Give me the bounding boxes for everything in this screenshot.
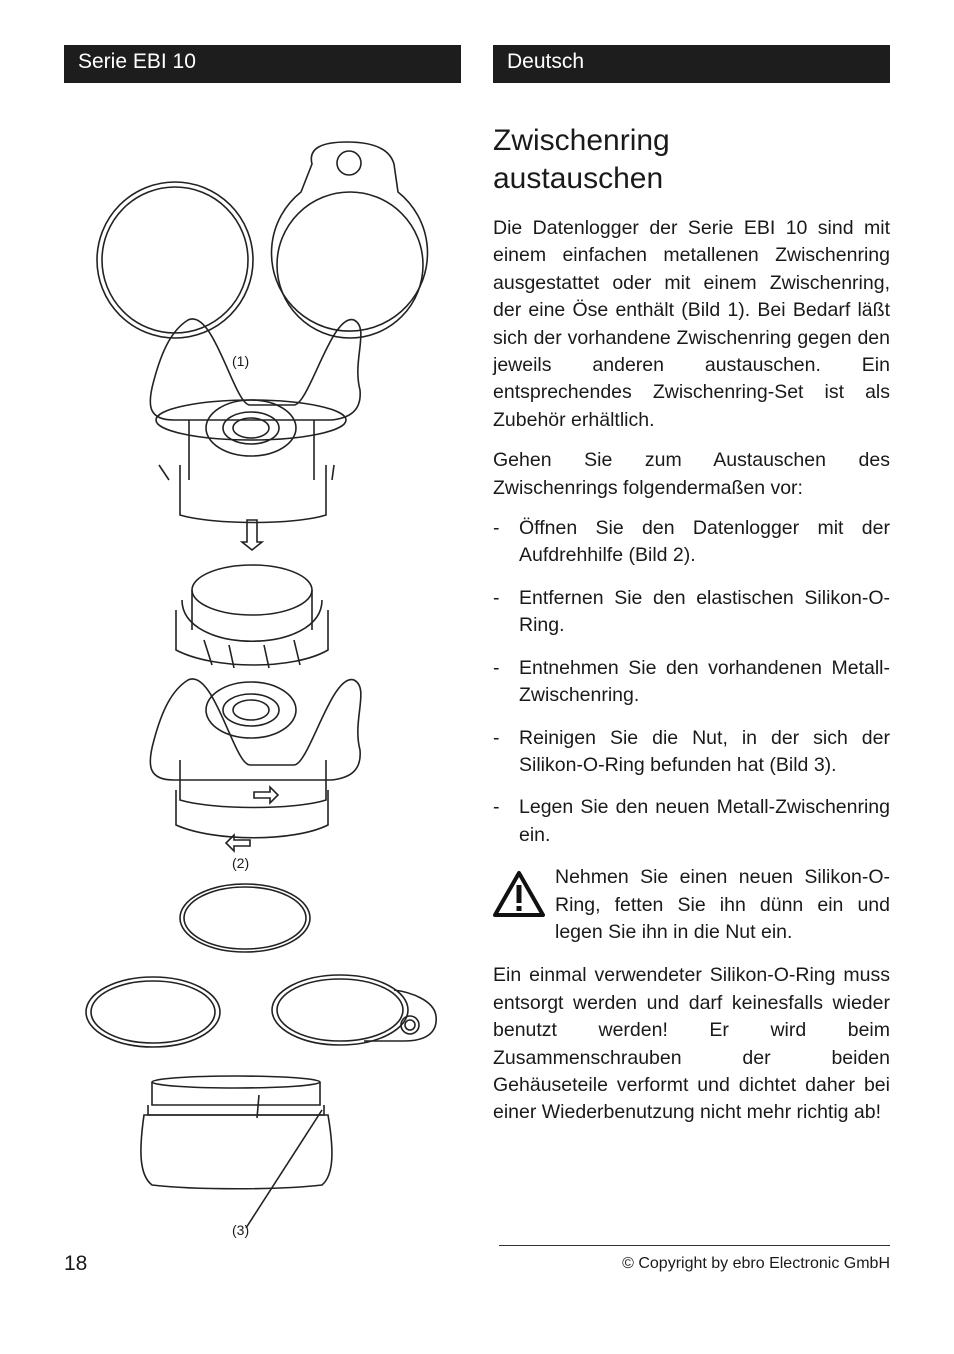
bullet-dash: - [493, 656, 500, 679]
step-item [493, 515, 890, 570]
intro-paragraph: Die Datenlogger der Serie EBI 10 sind mit einem einfachen metallenen Zwischenring ausgestattet oder mit einem Zwischenring, der eine Öse enthält (Bild 1). Bei Bedarf läßt sich der vorhandene Zwischenring gegen den jeweils anderen austauschen. Ein entsprechendes Zwischenring-Set ist als Zubehör erhältlich. [493, 217, 890, 431]
copyright-notice: © Copyright by ebro Electronic GmbH [622, 1255, 890, 1272]
step-text: Öffnen Sie den Datenlogger mit der Aufdrehhilfe (Bild 2). [519, 517, 890, 567]
header-left-bar [64, 45, 461, 83]
eyelet-intermediate-ring-illustration [272, 142, 428, 338]
upper-housing-illustration [150, 319, 361, 523]
title-line-2: austauschen [493, 162, 664, 195]
step-text: Legen Sie den neuen Metall-Zwischenring ein. [519, 796, 890, 846]
header-series-title: Serie EBI 10 [78, 50, 196, 73]
o-ring-illustration [180, 884, 310, 952]
illustrations [64, 120, 464, 1250]
assembled-unit-illustration [150, 679, 361, 851]
figure-1-label: (1) [232, 353, 250, 369]
eyelet-ring-side-illustration [272, 975, 436, 1045]
page-number: 18 [64, 1252, 88, 1275]
arrow-down-illustration [242, 520, 262, 550]
step-item [493, 794, 890, 849]
bullet-dash: - [493, 796, 500, 819]
lower-housing-illustration [176, 565, 328, 668]
step-text: Entnehmen Sie den vorhandenen Metall-Zwischenring. [519, 656, 890, 707]
lower-housing-groove-illustration [141, 1076, 332, 1228]
body-text [493, 215, 890, 1140]
plain-ring-side-illustration [86, 977, 220, 1047]
step-item [493, 655, 890, 710]
step-text: Entfernen Sie den elastischen Silikon-O-Ring. [519, 586, 890, 637]
warning-text: Nehmen Sie einen neuen Silikon-O-Ring, fetten Sie ihn dünn ein und legen Sie ihn in die Nut ein. [555, 866, 890, 943]
warning-icon [493, 864, 555, 946]
warning-note [493, 864, 890, 946]
plain-intermediate-ring-illustration [97, 182, 253, 338]
bullet-dash: - [493, 586, 500, 609]
step-text: Reinigen Sie die Nut, in der sich der Silikon-O-Ring befunden hat (Bild 3). [519, 726, 890, 776]
header-language: Deutsch [507, 50, 585, 73]
figure-3-label: (3) [232, 1222, 250, 1238]
bullet-dash: - [493, 517, 500, 540]
header-right-bar [493, 45, 890, 83]
step-item [493, 725, 890, 780]
step-item [493, 585, 890, 640]
figure-2-label: (2) [232, 855, 250, 871]
title-line-1: Zwischenring [493, 124, 670, 157]
footer-divider [499, 1245, 890, 1246]
procedure-intro: Gehen Sie zum Austauschen des Zwischenrings folgendermaßen vor: [493, 449, 890, 499]
figure-column [64, 120, 464, 1250]
page-title [493, 122, 670, 198]
bullet-dash: - [493, 726, 500, 749]
disposal-paragraph: Ein einmal verwendeter Silikon-O-Ring muss entsorgt werden und darf keinesfalls wieder benutzt werden! Er wird beim Zusammenschrauben der beiden Gehäuseteile verformt und dichtet daher bei einer Wiederbenutzung nicht mehr richtig ab! [493, 964, 890, 1124]
